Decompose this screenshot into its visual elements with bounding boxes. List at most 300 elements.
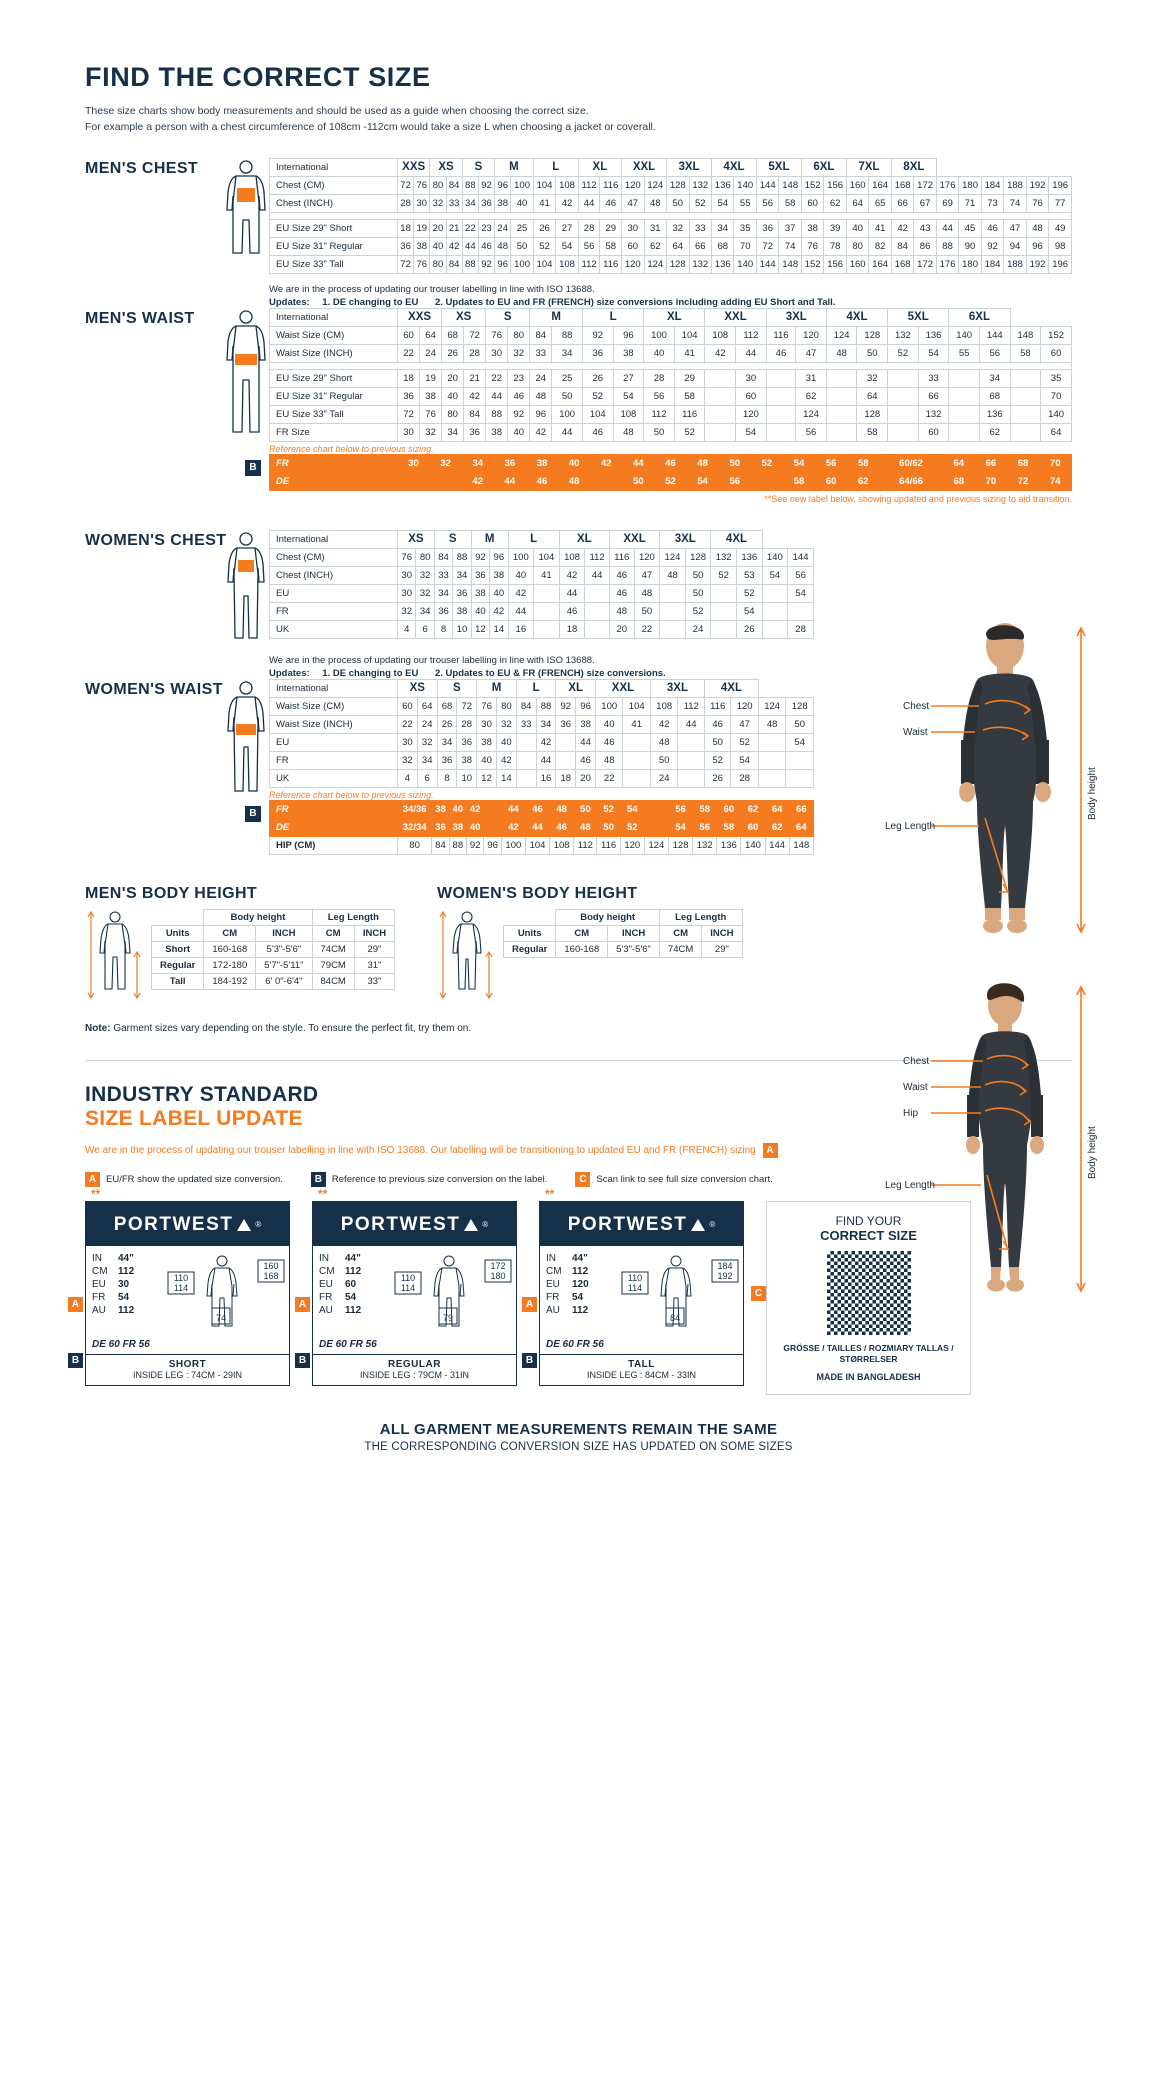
table-cell: 86 xyxy=(914,237,936,255)
table-cell: 108 xyxy=(556,255,578,273)
legacy-cell: 58 xyxy=(693,800,717,818)
table-cell: 128 xyxy=(857,405,888,423)
table-cell: 40 xyxy=(846,219,868,237)
table-cell: 144 xyxy=(979,326,1010,344)
model-illustrations xyxy=(867,620,1097,1338)
mens-chest-heading: MEN'S CHEST xyxy=(85,159,199,177)
table-cell xyxy=(762,584,788,602)
table-cell: 56 xyxy=(788,566,814,584)
table-cell: 64 xyxy=(667,237,689,255)
table-cell: 76 xyxy=(801,237,823,255)
womens-chest-table-col xyxy=(269,530,814,639)
table-cell: 32 xyxy=(496,715,516,733)
table-cell: 124 xyxy=(644,176,666,194)
table-cell: 41 xyxy=(674,344,705,362)
header-label: International xyxy=(270,679,398,697)
table-cell: 132 xyxy=(918,405,949,423)
table-cell: 84 xyxy=(530,326,552,344)
legacy-row xyxy=(270,454,1072,472)
label-code-value: 54 xyxy=(118,1291,130,1303)
table-cell: 58 xyxy=(779,194,801,212)
table-cell: 140 xyxy=(949,326,980,344)
table-row xyxy=(270,255,1072,273)
table-cell: 40 xyxy=(508,566,534,584)
table-cell: 38 xyxy=(490,566,508,584)
legend-badge-b: B xyxy=(311,1172,326,1187)
table-cell: 25 xyxy=(552,369,583,387)
label-code-value: 112 xyxy=(118,1265,135,1277)
bh-group-body-height: Body height xyxy=(556,909,660,925)
table-cell: 50 xyxy=(704,733,730,751)
legend-item-b xyxy=(311,1172,547,1187)
table-cell: 76 xyxy=(1026,194,1048,212)
table-cell: 52 xyxy=(533,237,555,255)
label-code-key: AU xyxy=(92,1304,106,1316)
legacy-cell: 66 xyxy=(975,454,1007,472)
table-cell: 124 xyxy=(796,405,827,423)
legacy-cell: 42 xyxy=(501,818,525,836)
table-cell: 168 xyxy=(891,255,913,273)
table-cell: 100 xyxy=(552,405,583,423)
table-cell: 128 xyxy=(667,255,689,273)
table-cell: 42 xyxy=(705,344,736,362)
table-cell: 72 xyxy=(457,697,477,715)
table-cell: 20 xyxy=(576,769,596,787)
table-cell xyxy=(623,733,651,751)
legacy-row-label: FR xyxy=(270,800,398,818)
label-code-list xyxy=(92,1252,166,1338)
legacy-cell: 46 xyxy=(526,472,558,490)
table-cell: 168 xyxy=(891,176,913,194)
row-label: EU Size 33" Tall xyxy=(270,255,398,273)
mens-waist-heading-col xyxy=(85,308,223,328)
bh-unit: CM xyxy=(312,925,354,941)
legacy-cell: 40 xyxy=(558,454,590,472)
mens-chest-tbody xyxy=(270,158,1072,273)
bh-row xyxy=(152,957,395,973)
table-cell xyxy=(585,584,610,602)
table-cell: 18 xyxy=(398,219,414,237)
table-row xyxy=(270,733,814,751)
table-cell: 36 xyxy=(582,344,613,362)
table-cell: 128 xyxy=(667,176,689,194)
table-cell: 55 xyxy=(949,344,980,362)
bh-cell: 5'7"-5'11" xyxy=(256,957,312,973)
table-cell: 192 xyxy=(1026,255,1048,273)
male-callout-leglength: Leg Length xyxy=(885,821,936,832)
table-cell: 54 xyxy=(786,733,814,751)
table-cell: 184 xyxy=(981,176,1003,194)
table-cell: 64 xyxy=(846,194,868,212)
hip-cell: 132 xyxy=(693,836,717,854)
label-figure xyxy=(166,1252,286,1338)
table-cell: 23 xyxy=(478,219,494,237)
womens-waist-heading: WOMEN'S WAIST xyxy=(85,680,223,698)
svg-text:79: 79 xyxy=(442,1312,454,1323)
table-cell: 100 xyxy=(508,548,534,566)
table-cell: 26 xyxy=(582,369,613,387)
legacy-cell: 74 xyxy=(1039,472,1071,490)
label-code-value: 54 xyxy=(345,1291,357,1303)
table-cell: 40 xyxy=(511,194,533,212)
row-label: UK xyxy=(270,620,398,638)
table-cell: 38 xyxy=(613,344,644,362)
table-cell xyxy=(516,733,536,751)
legacy-cell: 58 xyxy=(783,472,815,490)
closing-line-1: ALL GARMENT MEASUREMENTS REMAIN THE SAME xyxy=(379,1421,778,1439)
hip-cell: 140 xyxy=(741,836,765,854)
label-previous-size: DE 60 FR 56 xyxy=(546,1338,604,1350)
womens-waist-tbody xyxy=(270,679,814,787)
table-cell: 6 xyxy=(416,620,434,638)
size-header-s: S xyxy=(434,530,471,548)
table-cell: 30 xyxy=(414,194,430,212)
male-chest-figure xyxy=(223,158,269,261)
table-cell: 136 xyxy=(711,255,733,273)
table-cell: 26 xyxy=(437,715,457,733)
table-cell: 16 xyxy=(536,769,556,787)
table-cell: 29 xyxy=(600,219,622,237)
table-row xyxy=(270,387,1072,405)
table-cell xyxy=(826,405,857,423)
label-figure xyxy=(393,1252,513,1338)
table-cell: 96 xyxy=(490,548,508,566)
svg-text:184: 184 xyxy=(717,1260,733,1271)
legacy-cell: 38 xyxy=(449,818,466,836)
table-cell: 124 xyxy=(644,255,666,273)
bh-group-leg-length: Leg Length xyxy=(659,909,742,925)
table-cell: 60 xyxy=(398,697,418,715)
header-label: International xyxy=(270,308,398,326)
row-label: EU Size 31" Regular xyxy=(270,237,398,255)
hip-row-label: HIP (CM) xyxy=(270,836,398,854)
industry-heading-1: INDUSTRY STANDARD xyxy=(85,1082,319,1106)
hip-cell: 148 xyxy=(789,836,813,854)
mens-legacy-table xyxy=(269,454,1072,491)
mens-waist-table-col xyxy=(269,308,1072,454)
size-header-xxl: XXL xyxy=(622,158,667,176)
table-cell: 14 xyxy=(496,769,516,787)
size-label-card xyxy=(525,1186,744,1396)
table-cell: 30 xyxy=(398,733,418,751)
legacy-cell: 70 xyxy=(975,472,1007,490)
row-label: EU Size 29" Short xyxy=(270,369,398,387)
table-cell: 116 xyxy=(600,255,622,273)
table-cell: 44 xyxy=(936,219,958,237)
legacy-cell: 62 xyxy=(741,800,765,818)
table-cell: 58 xyxy=(674,387,705,405)
table-cell: 152 xyxy=(1041,326,1072,344)
label-inside-leg: INSIDE LEG : 74CM - 29IN xyxy=(132,1369,243,1380)
table-cell: 48 xyxy=(758,715,786,733)
table-cell: 34 xyxy=(437,733,457,751)
table-cell: 84 xyxy=(434,548,452,566)
table-cell: 50 xyxy=(634,602,660,620)
mens-waist-heading: MEN'S WAIST xyxy=(85,309,195,327)
table-cell: 22 xyxy=(634,620,660,638)
table-cell: 156 xyxy=(824,255,846,273)
bh-cell: 79CM xyxy=(312,957,354,973)
table-cell: 20 xyxy=(609,620,634,638)
legacy-cell: 56 xyxy=(815,454,847,472)
table-cell: 52 xyxy=(711,566,737,584)
label-code-key: FR xyxy=(546,1291,560,1303)
table-cell: 66 xyxy=(918,387,949,405)
fit-note-text: Garment sizes vary depending on the style. To ensure the perfect fit, try them on. xyxy=(110,1022,472,1034)
table-cell: 12 xyxy=(471,620,489,638)
table-cell: 70 xyxy=(734,237,756,255)
female-torso-chest-icon xyxy=(223,530,269,642)
table-cell: 60 xyxy=(736,387,767,405)
table-cell: 54 xyxy=(788,584,814,602)
table-cell xyxy=(1010,369,1041,387)
womens-waist-update-notes xyxy=(269,647,666,679)
bh-group-leg-length: Leg Length xyxy=(312,909,395,925)
legend-text-b: Reference to previous size conversion on the label. xyxy=(331,1173,548,1185)
table-cell: 10 xyxy=(453,620,471,638)
table-cell: 38 xyxy=(576,715,596,733)
table-cell xyxy=(711,620,737,638)
bh-cell: 5'3"-5'6" xyxy=(256,941,312,957)
table-cell: 40 xyxy=(430,237,446,255)
table-cell: 36 xyxy=(398,387,420,405)
table-cell: 48 xyxy=(613,423,644,441)
table-cell: 43 xyxy=(914,219,936,237)
table-cell: 54 xyxy=(711,194,733,212)
table-cell: 46 xyxy=(609,566,634,584)
table-cell: 22 xyxy=(398,344,420,362)
table-cell: 20 xyxy=(430,219,446,237)
female-callout-waist: Waist xyxy=(903,1082,928,1093)
table-cell: 46 xyxy=(609,584,634,602)
table-cell: 38 xyxy=(495,194,511,212)
table-cell: 116 xyxy=(674,405,705,423)
table-cell: 44 xyxy=(578,194,600,212)
table-cell: 19 xyxy=(414,219,430,237)
womens-waist-update-item2: 2. Updates to EU & FR (FRENCH) size conversions. xyxy=(435,667,666,679)
table-cell: 120 xyxy=(622,255,644,273)
size-header-xl: XL xyxy=(559,530,609,548)
table-cell: 34 xyxy=(417,751,437,769)
legacy-cell: 32/34 xyxy=(398,818,432,836)
table-row xyxy=(270,697,814,715)
table-cell: 76 xyxy=(477,697,497,715)
table-cell: 50 xyxy=(650,751,678,769)
bh-cell: 172-180 xyxy=(204,957,256,973)
mens-legacy-row xyxy=(85,454,1072,504)
table-cell: 28 xyxy=(578,219,600,237)
table-cell: 26 xyxy=(442,344,464,362)
legacy-cell: 34/36 xyxy=(398,800,432,818)
label-code-value: 112 xyxy=(572,1265,589,1277)
table-cell: 31 xyxy=(796,369,827,387)
legacy-cell xyxy=(644,818,668,836)
table-cell xyxy=(786,751,814,769)
table-cell: 40 xyxy=(442,387,464,405)
table-cell xyxy=(660,602,686,620)
table-cell: 88 xyxy=(462,176,478,194)
table-cell: 84 xyxy=(446,176,462,194)
size-label-card xyxy=(71,1186,290,1396)
svg-text:110: 110 xyxy=(400,1272,416,1283)
table-cell: 58 xyxy=(857,423,888,441)
table-cell xyxy=(788,602,814,620)
table-cell: 116 xyxy=(600,176,622,194)
legacy-cell: 70 xyxy=(1039,454,1071,472)
table-cell: 72 xyxy=(756,237,778,255)
size-header-xxl: XXL xyxy=(609,530,659,548)
female-model xyxy=(867,979,1097,1314)
legacy-cell: 48 xyxy=(687,454,719,472)
mens-waist-tbody xyxy=(270,308,1072,441)
table-cell: 24 xyxy=(420,344,442,362)
table-cell: 74 xyxy=(779,237,801,255)
table-cell: 100 xyxy=(511,176,533,194)
bh-row-label: Regular xyxy=(152,957,204,973)
table-cell: 52 xyxy=(674,423,705,441)
table-cell: 156 xyxy=(824,176,846,194)
size-header-4xl: 4XL xyxy=(704,679,758,697)
table-cell: 136 xyxy=(711,176,733,194)
table-cell: 160 xyxy=(846,176,868,194)
legacy-cell: 60 xyxy=(717,800,741,818)
table-cell: 54 xyxy=(736,423,767,441)
table-cell: 62 xyxy=(644,237,666,255)
table-cell: 60 xyxy=(622,237,644,255)
row-label: Chest (CM) xyxy=(270,176,398,194)
legacy-row-label: FR xyxy=(270,454,398,472)
table-cell: 33 xyxy=(689,219,711,237)
bh-units-label: Units xyxy=(504,925,556,941)
male-model-figure xyxy=(867,620,1097,950)
table-cell xyxy=(766,423,795,441)
table-cell: 32 xyxy=(416,584,434,602)
table-cell: 33 xyxy=(918,369,949,387)
table-cell: 48 xyxy=(634,584,660,602)
table-cell: 80 xyxy=(430,176,446,194)
table-cell: 21 xyxy=(446,219,462,237)
mens-body-height-tbody xyxy=(152,909,395,989)
label-badge-a: A xyxy=(295,1297,310,1312)
label-code-row xyxy=(92,1304,166,1317)
table-cell: 92 xyxy=(471,548,489,566)
table-cell: 27 xyxy=(613,369,644,387)
table-cell: 80 xyxy=(430,255,446,273)
legacy-cell: 64 xyxy=(943,454,975,472)
hip-cell: 116 xyxy=(597,836,620,854)
table-cell: 54 xyxy=(556,237,578,255)
table-cell: 76 xyxy=(414,176,430,194)
hip-cell: 128 xyxy=(668,836,692,854)
table-cell: 21 xyxy=(464,369,486,387)
bh-cell: 74CM xyxy=(312,941,354,957)
table-cell: 96 xyxy=(1026,237,1048,255)
registered-icon: ® xyxy=(709,1220,716,1230)
size-header-6xl: 6XL xyxy=(801,158,846,176)
table-cell: 28 xyxy=(457,715,477,733)
svg-text:192: 192 xyxy=(717,1270,733,1281)
table-cell: 80 xyxy=(416,548,434,566)
table-cell: 84 xyxy=(891,237,913,255)
table-cell xyxy=(534,584,560,602)
label-footer xyxy=(313,1354,516,1385)
portwest-logo-icon xyxy=(237,1219,251,1231)
label-badge-a: A xyxy=(68,1297,83,1312)
bh-units-label: Units xyxy=(152,925,204,941)
industry-heading-2: SIZE LABEL UPDATE xyxy=(85,1106,303,1130)
size-label-card xyxy=(298,1186,517,1396)
table-cell: 48 xyxy=(609,602,634,620)
table-row xyxy=(270,769,814,787)
table-cell: 42 xyxy=(650,715,678,733)
label-inside-leg: INSIDE LEG : 79CM - 31IN xyxy=(359,1369,470,1380)
table-cell: 47 xyxy=(731,715,759,733)
table-cell: 64 xyxy=(417,697,437,715)
table-cell: 42 xyxy=(556,194,578,212)
portwest-logo-icon xyxy=(691,1219,705,1231)
row-label: EU Size 29" Short xyxy=(270,219,398,237)
table-header-row xyxy=(270,679,814,697)
male-callout-bodyheight: Body height xyxy=(1087,767,1097,820)
male-callout-waist: Waist xyxy=(903,727,928,738)
table-cell xyxy=(556,733,576,751)
size-header-3xl: 3XL xyxy=(766,308,826,326)
table-cell: 44 xyxy=(585,566,610,584)
legacy-cell: 38 xyxy=(432,800,449,818)
label-code-value: 112 xyxy=(118,1304,135,1316)
table-cell: 18 xyxy=(556,769,576,787)
label-code-value: 30 xyxy=(118,1278,130,1290)
legend-text-a: EU/FR show the updated size conversion. xyxy=(106,1173,283,1185)
size-header-4xl: 4XL xyxy=(711,530,762,548)
womens-waist-ref-note: Reference chart below to previous sizing. xyxy=(269,789,434,800)
table-cell: 96 xyxy=(576,697,596,715)
table-cell: 80 xyxy=(442,405,464,423)
table-cell: 104 xyxy=(534,548,560,566)
table-cell: 92 xyxy=(556,697,576,715)
table-cell: 140 xyxy=(734,176,756,194)
table-cell xyxy=(888,423,919,441)
bh-unit-header xyxy=(504,925,743,941)
table-cell: 152 xyxy=(801,176,823,194)
female-torso-waist-icon xyxy=(223,679,269,795)
hip-cell: 100 xyxy=(501,836,525,854)
legacy-cell: 62 xyxy=(847,472,879,490)
table-cell xyxy=(758,751,786,769)
mens-waist-update-item1: 1. DE changing to EU xyxy=(322,296,419,308)
table-cell: 10 xyxy=(457,769,477,787)
table-cell xyxy=(516,751,536,769)
table-cell: 48 xyxy=(826,344,857,362)
womens-waist-heading-col xyxy=(85,679,223,699)
legacy-row xyxy=(270,472,1072,490)
table-row xyxy=(270,176,1072,194)
table-cell: 48 xyxy=(530,387,552,405)
table-cell xyxy=(711,602,737,620)
table-cell: 172 xyxy=(914,176,936,194)
bh-corner xyxy=(504,909,556,925)
table-cell: 48 xyxy=(644,194,666,212)
male-waist-figure xyxy=(223,308,269,443)
table-row xyxy=(270,602,814,620)
table-cell: 44 xyxy=(536,751,556,769)
hip-cell: 120 xyxy=(620,836,644,854)
table-cell: 108 xyxy=(556,176,578,194)
table-row xyxy=(270,548,814,566)
legacy-row xyxy=(270,800,814,818)
table-cell: 35 xyxy=(1041,369,1072,387)
table-cell: 60 xyxy=(801,194,823,212)
